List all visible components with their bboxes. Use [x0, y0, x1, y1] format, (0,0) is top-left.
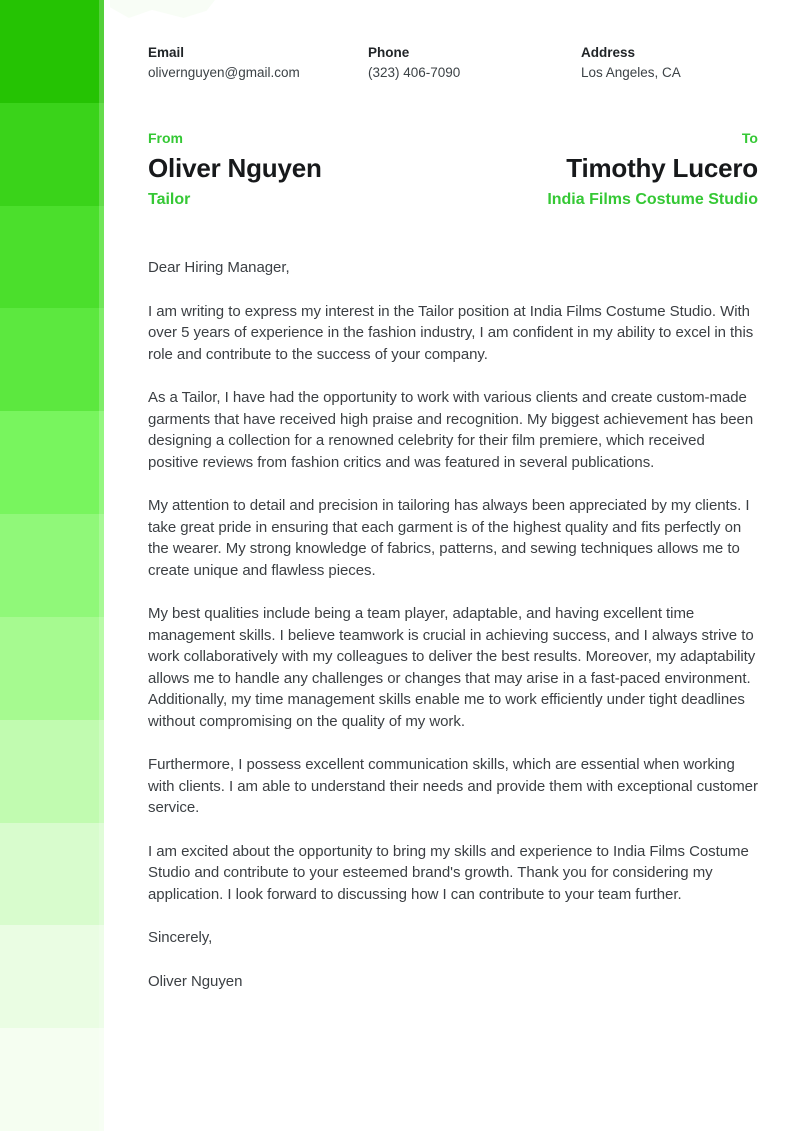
sidebar-band — [0, 411, 104, 514]
to-label: To — [741, 130, 758, 146]
sender-name: Oliver Nguyen — [148, 153, 322, 183]
recipient-name: Timothy Lucero — [566, 153, 758, 183]
recipient-organization: India Films Costume Studio — [547, 191, 758, 208]
letter-closing: Sincerely, — [148, 929, 213, 946]
green-gradient-sidebar — [0, 0, 104, 1131]
sidebar-band — [0, 617, 104, 720]
contact-email-block — [148, 44, 368, 82]
sidebar-band — [0, 823, 104, 926]
sender-job-title: Tailor — [148, 191, 191, 208]
sidebar-band — [0, 308, 104, 411]
letter-paragraph: I am excited about the opportunity to bring my skills and experience to India Films Costume Studio and contribute to your esteemed brand's growth. Thank you for considering my application. I look forward to discussing how I can contribute to your team further. — [148, 842, 749, 903]
sidebar-band — [0, 103, 104, 206]
letter-paragraph: I am writing to express my interest in the Tailor position at India Films Costume Studio. With over 5 years of experience in the fashion industry, I am confident in my ability to excel in this role and contribute to the success of your company. — [148, 302, 754, 363]
letter-paragraph: My best qualities include being a team player, adaptable, and having excellent time management skills. I believe teamwork is crucial in achieving success, and I always strive to work collaboratively with my colleagues to deliver the best results. Moreover, my adaptability allows me to handle any challenges or changes that may arise in a fast-paced environment. Additionally, my time management skills enable me to work efficiently under tight deadlines without compromising on the quality of my work. — [148, 605, 756, 730]
sidebar-band — [0, 925, 104, 1028]
sidebar-edge-highlight — [99, 0, 104, 1131]
sender-block — [148, 129, 322, 210]
parties-section — [148, 129, 758, 210]
letter-paragraph: Furthermore, I possess excellent communication skills, which are essential when working with clients. I am able to understand their needs and provide them with exceptional customer service. — [148, 756, 758, 816]
letter-content — [148, 0, 758, 992]
letter-paragraphs — [148, 301, 758, 906]
contact-header — [148, 44, 758, 82]
recipient-block — [547, 129, 758, 210]
letter-paragraph: As a Tailor, I have had the opportunity to work with various clients and create custom-made garments that have received high praise and recognition. My biggest achievement has been designing a collection for a renowned celebrity for their film premiere, which received positive reviews from fashion critics and was featured in several publications. — [148, 389, 754, 471]
letter-body — [148, 257, 758, 992]
letter-paragraph: My attention to detail and precision in tailoring has always been appreciated by my clients. I take great pride in ensuring that each garment is of the highest quality and fits perfectly on the wearer. My strong knowledge of fabrics, patterns, and sewing techniques allows me to create unique and flawless pieces. — [148, 497, 750, 579]
contact-phone-block — [368, 44, 581, 82]
email-label: Email — [148, 45, 185, 60]
letter-signature: Oliver Nguyen — [148, 972, 243, 990]
sidebar-band — [0, 0, 104, 103]
from-label: From — [148, 130, 183, 146]
sidebar-band — [0, 206, 104, 309]
address-label: Address — [581, 45, 636, 60]
address-value: Los Angeles, CA — [581, 65, 681, 80]
contact-address-block — [581, 44, 758, 82]
phone-label: Phone — [368, 45, 410, 60]
sidebar-band — [0, 514, 104, 617]
phone-value: (323) 406-7090 — [368, 65, 461, 80]
sidebar-band — [0, 720, 104, 823]
email-value: olivernguyen@gmail.com — [148, 65, 300, 80]
letter-greeting: Dear Hiring Manager, — [148, 259, 290, 276]
sidebar-band — [0, 1028, 104, 1131]
